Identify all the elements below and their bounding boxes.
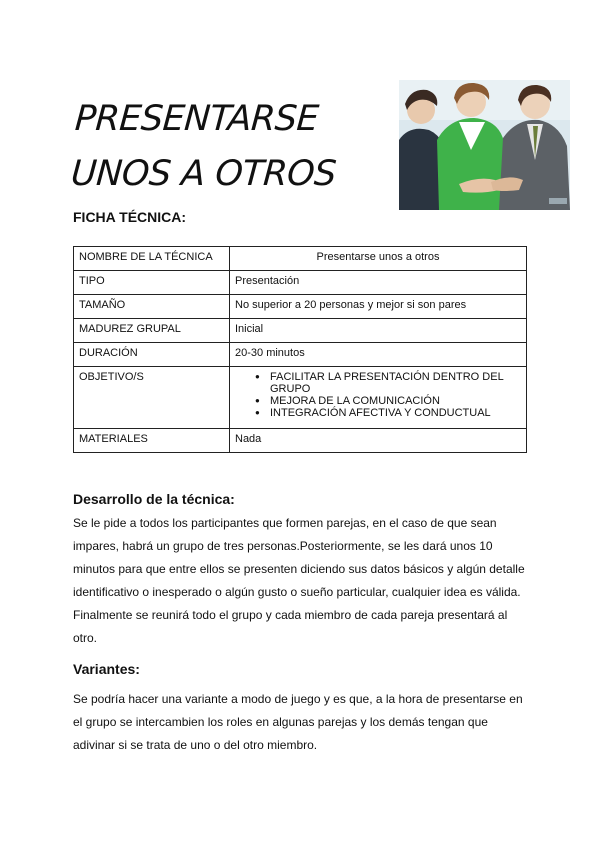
technical-sheet-table [73,246,527,453]
table-value: Presentación [230,271,527,295]
table-key: DURACIÓN [74,343,230,367]
list-item: ● INTEGRACIÓN AFECTIVA Y CONDUCTUAL [255,407,521,419]
document-title: PRESENTARSE UNOS A OTROS [69,99,338,194]
variantes-paragraph: Se podría hacer una variante a modo de juego y es que, a la hora de presentarse en el grupo se intercambien los roles en algunas parejas y los demás tengan que adivinar si se trata de uno o del otro miembro. [73,692,523,752]
people-greeting-illustration [399,80,570,210]
desarrollo-paragraph: Se le pide a todos los participantes que formen parejas, en el caso de que sean impares, habrá un grupo de tres personas.Posteriormente, se les dará unos 10 minutos para que entre ellos se presenten diciendo sus datos básicos y algún detalle identificativo o inesperado o algún gusto o sueño particular, cualquier idea es válida. Finalmente se reunirá todo el grupo y cada miembro de cada pareja presentará al otro. [73,516,525,645]
list-item: ● MEJORA DE LA COMUNICACIÓN [255,395,521,407]
table-key: NOMBRE DE LA TÉCNICA [74,247,230,271]
table-row [74,319,527,343]
table-key: TAMAÑO [74,295,230,319]
ficha-tecnica-heading: FICHA TÉCNICA: [73,209,187,225]
table-value: No superior a 20 personas y mejor si son pares [230,295,527,319]
table-row [74,343,527,367]
table-key: OBJETIVO/S [74,367,230,429]
variantes-heading: Variantes: [73,661,140,677]
table-value: Presentarse unos a otros [230,247,527,271]
list-item: ● FACILITAR LA PRESENTACIÓN DENTRO DEL GRUPO [255,371,521,395]
table-row [74,247,527,271]
desarrollo-heading: Desarrollo de la técnica: [73,491,235,507]
table-key: MADUREZ GRUPAL [74,319,230,343]
table-value: Inicial [230,319,527,343]
table-row [74,429,527,453]
table-row-objetivos [74,367,527,429]
table-key: MATERIALES [74,429,230,453]
table-value: Nada [230,429,527,453]
table-value: 20-30 minutos [230,343,527,367]
table-key: TIPO [74,271,230,295]
objetivos-cell [230,367,527,429]
table-row [74,295,527,319]
table-row [74,271,527,295]
objetivos-list [255,371,521,419]
